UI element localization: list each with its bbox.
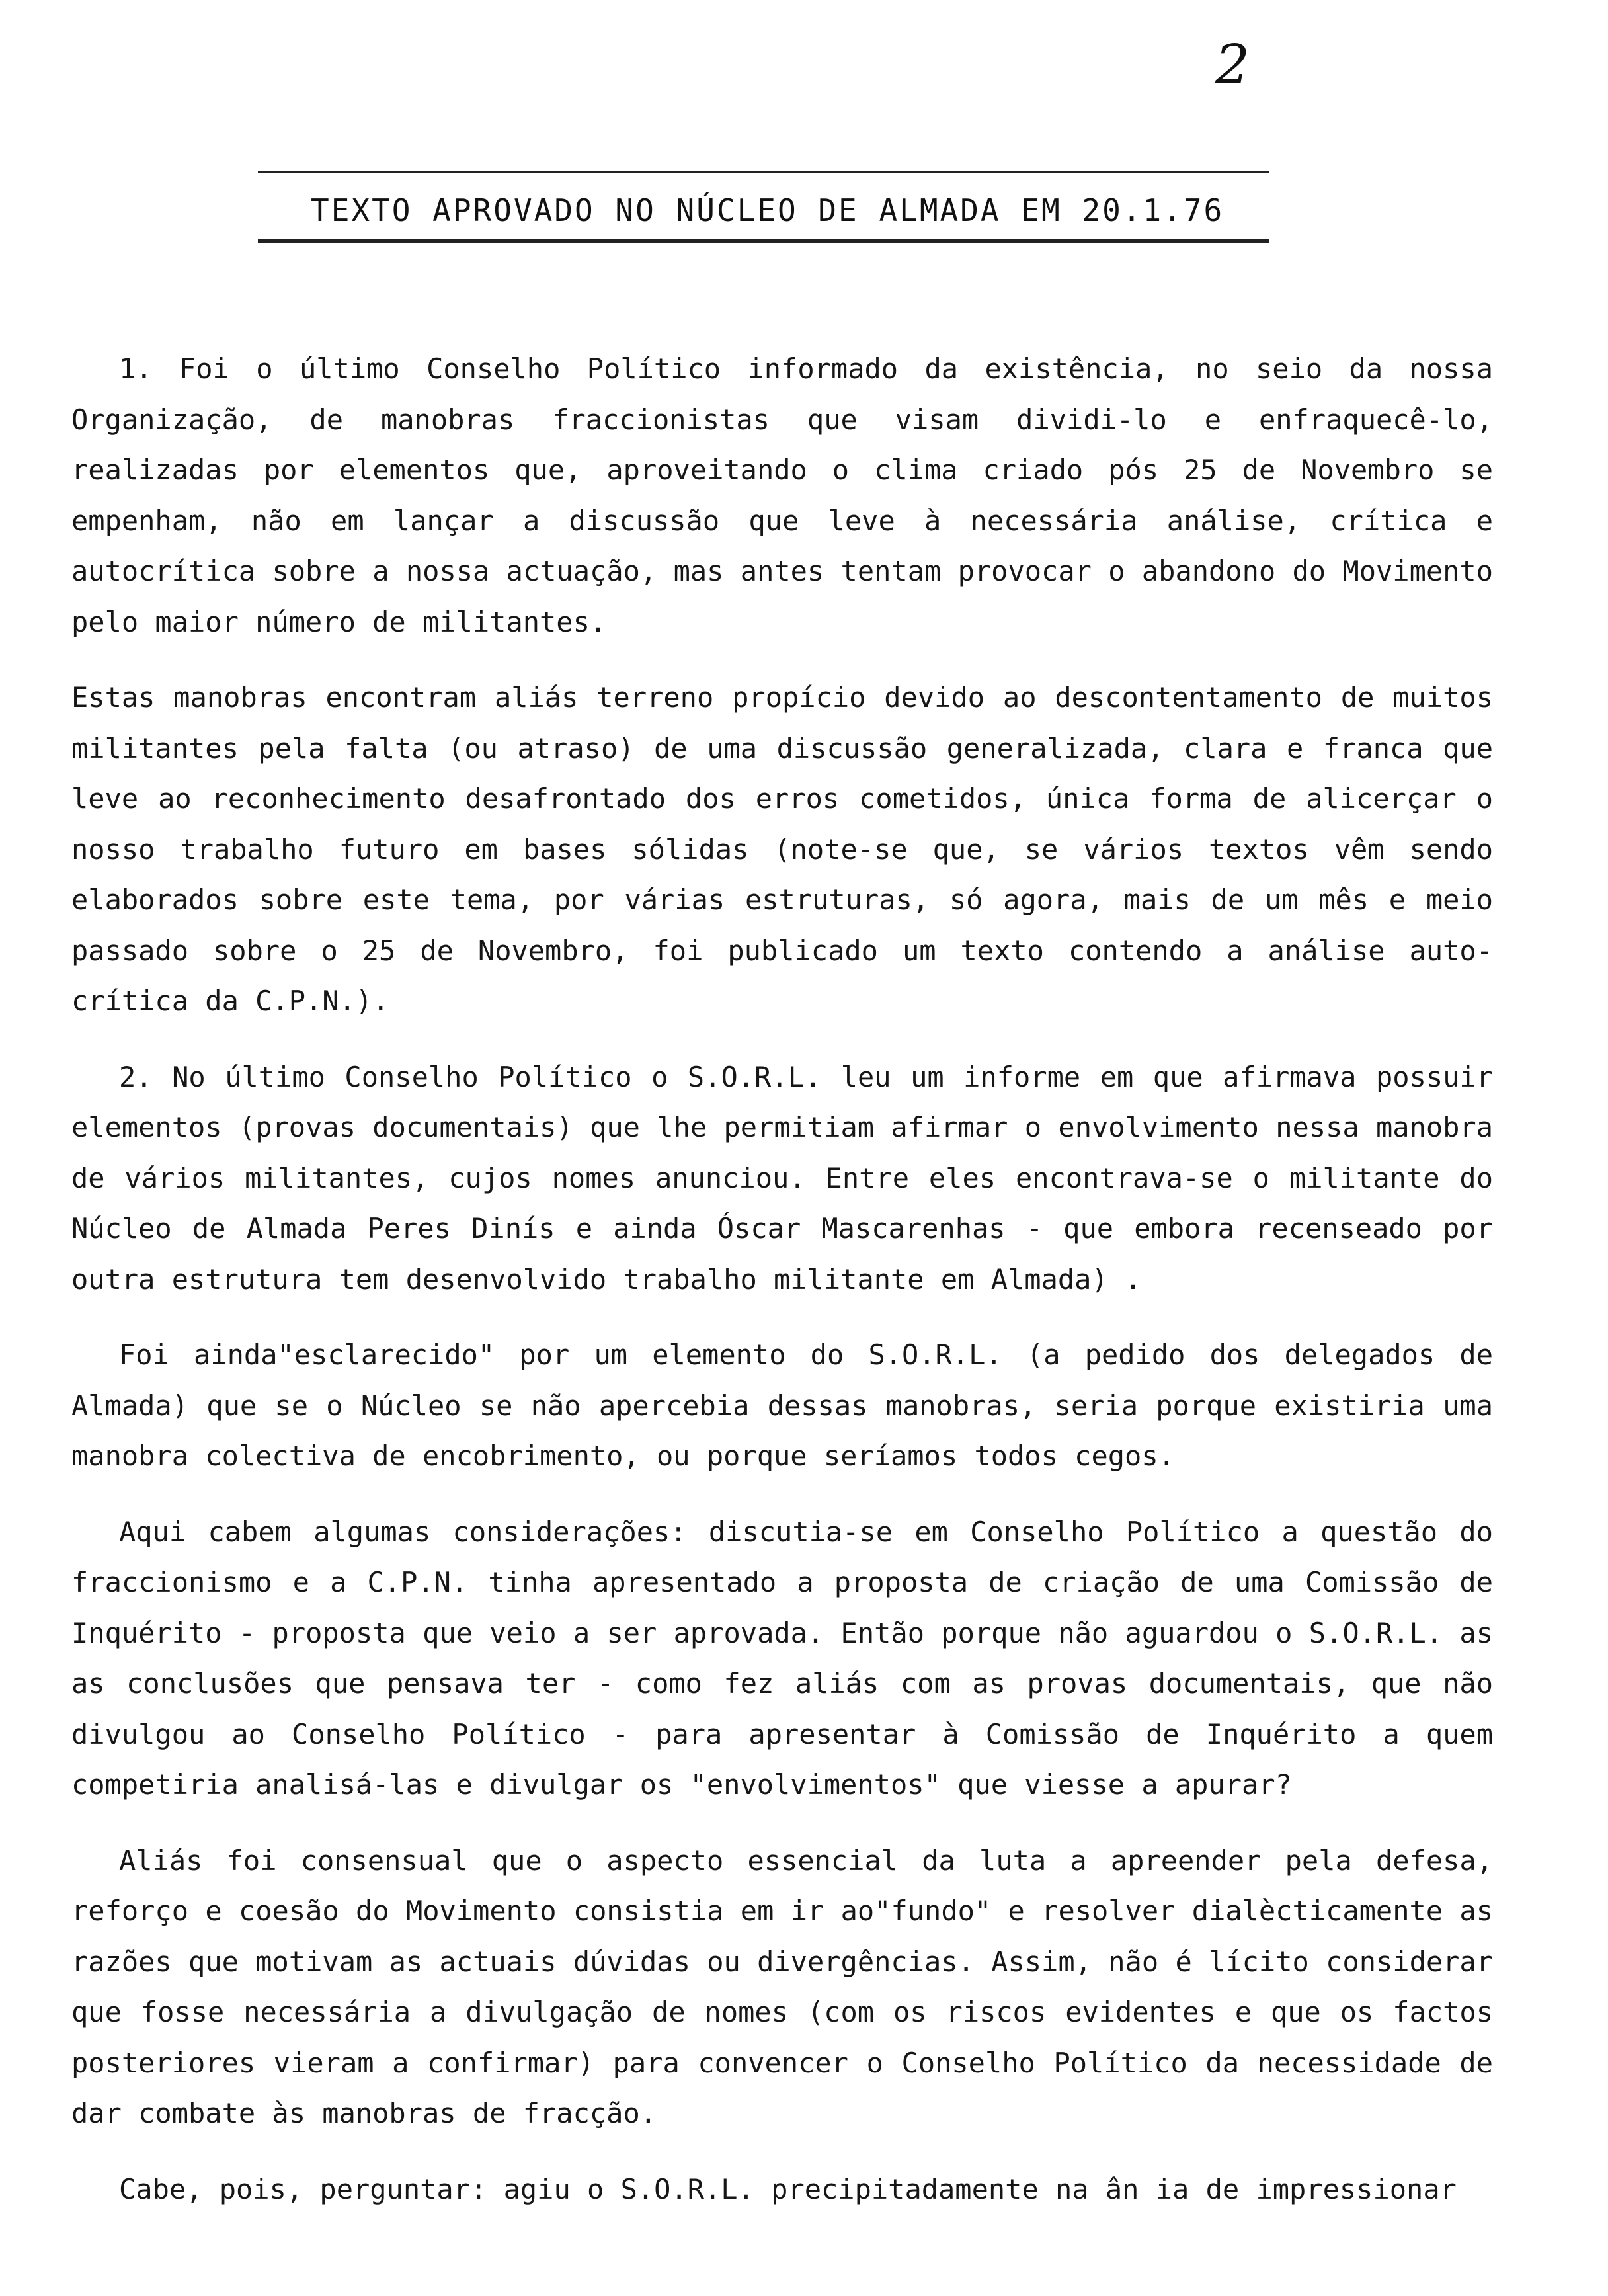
paragraph-6: Aliás foi consensual que o aspecto essencial da luta a apreender pela defesa, reforço e coesão do Movimento consistia em ir ao"fundo" e resolver dialècticamente as razões que motivam as actuais dúvidas ou divergências. Assim, não é lícito considerar que fosse necessária a divulgação de nomes (com os riscos evidentes e que os factos posteriores vieram a confirmar) para convencer o Conselho Político da necessidade de dar combate às manobras de fracção. [71,1844,1493,2129]
header-rule-top [258,171,1269,173]
header-rule-bottom [258,239,1269,243]
paragraph-5: Aqui cabem algumas considerações: discutia-se em Conselho Político a questão do fraccionismo e a C.P.N. tinha apresentado a proposta de criação de uma Comissão de Inquérito - proposta que veio a ser aprovada. Então porque não aguardou o S.O.R.L. as as conclusões que pensava ter - como fez aliás com as provas documentais, que não divulgou ao Conselho Político - para apresentar à Comissão de Inquérito a quem competiria analisá-las e divulgar os "envolvimentos" que viesse a apurar? [71,1515,1493,1801]
paragraph-1: 1. Foi o último Conselho Político informado da existência, no seio da nossa Organização, de manobras fraccionistas que visam dividi-lo e enfraquecê-lo, realizadas por elementos que, aproveitando o clima criado pós 25 de Novembro se empenham, não em lançar a discussão que leve à necessária análise, crítica e autocrítica sobre a nossa actuação, mas antes tentam provocar o abandono do Movimento pelo maior número de militantes. [71,352,1493,638]
paragraph-2: Estas manobras encontram aliás terreno propício devido ao descontentamento de muitos militantes pela falta (ou atraso) de uma discussão generalizada, clara e franca que leve ao reconhecimento desafrontado dos erros cometidos, única forma de alicerçar o nosso trabalho futuro em bases sólidas (note-se que, se vários textos vêm sendo elaborados sobre este tema, por várias estruturas, só agora, mais de um mês e meio passado sobre o 25 de Novembro, foi publicado um texto contendo a análise auto-crítica da C.P.N.). [71,681,1493,1017]
paragraph-7: Cabe, pois, perguntar: agiu o S.O.R.L. precipitadamente na ân ia de impressionar [119,2172,1457,2205]
page-number: 2 [1215,34,1250,97]
paragraph-4: Foi ainda"esclarecido" por um elemento do S.O.R.L. (a pedido dos delegados de Almada) que se o Núcleo se não apercebia dessas manobras, seria porque existiria uma manobra colectiva de encobrimento, ou porque seríamos todos cegos. [71,1338,1493,1472]
paragraph-3: 2. No último Conselho Político o S.O.R.L. leu um informe em que afirmava possuir elementos (provas documentais) que lhe permitiam afirmar o envolvimento nessa manobra de vários militantes, cujos nomes anunciou. Entre eles encontrava-se o militante do Núcleo de Almada Peres Dinís e ainda Óscar Mascarenhas - que embora recenseado por outra estrutura tem desenvolvido trabalho militante em Almada) . [71,1060,1493,1295]
body-text [71,344,1493,2240]
header-title: TEXTO APROVADO NO NÚCLEO DE ALMADA EM 20.1.76 [311,192,1225,228]
